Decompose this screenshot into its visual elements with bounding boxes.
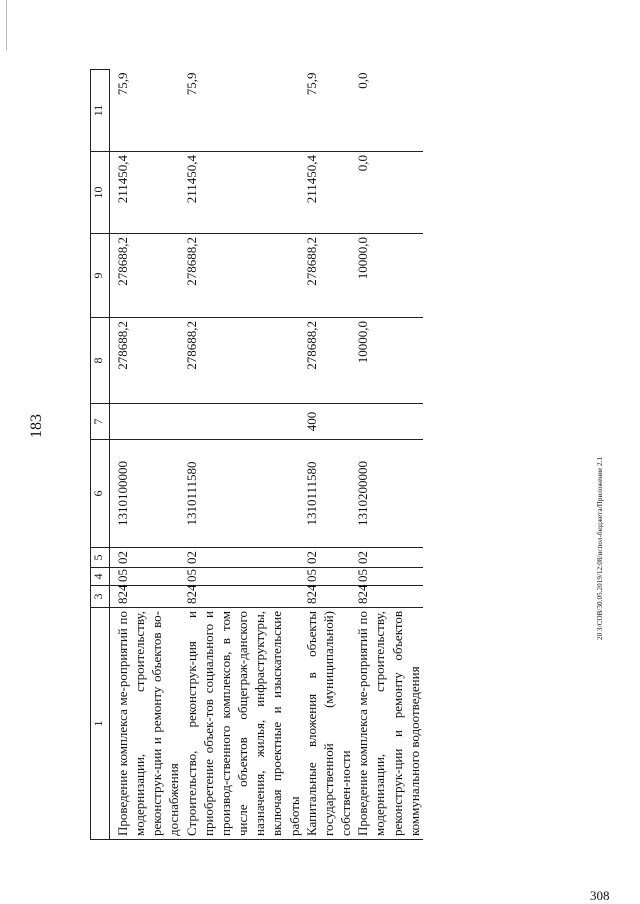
table-row [183,70,303,840]
cell-c5: 02 [303,548,354,568]
cell-c5: 02 [110,548,183,568]
cell-c7 [183,404,303,440]
header-cell: 1 [91,608,110,840]
cell-c6: 1310200000 [354,440,423,548]
cell-c10: 0,0 [354,152,423,234]
cell-c8: 10000,0 [354,318,423,404]
sheet-number: 308 [590,888,610,903]
header-cell: 6 [91,440,110,548]
cell-c6: 1310100000 [110,440,183,548]
row-title: Капитальные вложения в объекты государственной (муниципальной) собствен-ности [303,608,354,840]
budget-table-rotated [90,72,570,840]
cell-c3: 824 [354,586,423,608]
cell-c4: 05 [183,568,303,586]
cell-c7 [110,404,183,440]
cell-c9: 10000,0 [354,234,423,318]
cell-c11: 0,0 [354,70,423,152]
header-cell: 8 [91,318,110,404]
cell-c6: 1310111580 [183,440,303,548]
cell-c8: 278688,2 [183,318,303,404]
row-title: Проведение комплекса ме-роприятий по модернизации, строительству, реконструк-ции и ремонту объектов коммунального водоотведения [354,608,423,840]
table-row [303,70,354,840]
footer-note: 20 З/СОВ/30.05.2019/12:08/испол-бюджета/Приложение 2.1 [596,456,604,640]
cell-c11: 75,9 [303,70,354,152]
row-title: Проведение комплекса ме-роприятий по модернизации, строительству, реконструк-ции и ремонту объектов во-доснабжения [110,608,183,840]
header-row [91,70,110,840]
cell-c11: 75,9 [183,70,303,152]
cell-c4: 05 [110,568,183,586]
cell-c11: 75,9 [110,70,183,152]
cell-c8: 278688,2 [303,318,354,404]
cell-c5: 02 [183,548,303,568]
cell-c4: 05 [303,568,354,586]
page-number: 183 [28,414,45,438]
cell-c9: 278688,2 [183,234,303,318]
table-row [354,70,423,840]
cell-c3: 824 [303,586,354,608]
cell-c7 [354,404,423,440]
header-cell: 10 [91,152,110,234]
header-cell: 3 [91,586,110,608]
cell-c9: 278688,2 [303,234,354,318]
cell-c5: 02 [354,548,423,568]
cell-c4: 05 [354,568,423,586]
cell-c7: 400 [303,404,354,440]
cell-c8: 278688,2 [110,318,183,404]
header-cell: 9 [91,234,110,318]
header-cell: 4 [91,568,110,586]
header-cell: 7 [91,404,110,440]
table-row [110,70,183,840]
cell-c3: 824 [110,586,183,608]
header-cell: 5 [91,548,110,568]
cell-c10: 211450,4 [303,152,354,234]
cell-c10: 211450,4 [183,152,303,234]
cell-c9: 278688,2 [110,234,183,318]
cell-c10: 211450,4 [110,152,183,234]
row-title: Строительство, реконструк-ция и приобретение объек-тов социального и производ-ственного комплексов, в том числе объектов общеграж-данского назначения, жилья, инфраструктуры, включая проектные и изыскательские работы [183,608,303,840]
cell-c6: 1310111580 [303,440,354,548]
header-cell: 11 [91,70,110,152]
budget-table [90,69,423,840]
cell-c3: 824 [183,586,303,608]
